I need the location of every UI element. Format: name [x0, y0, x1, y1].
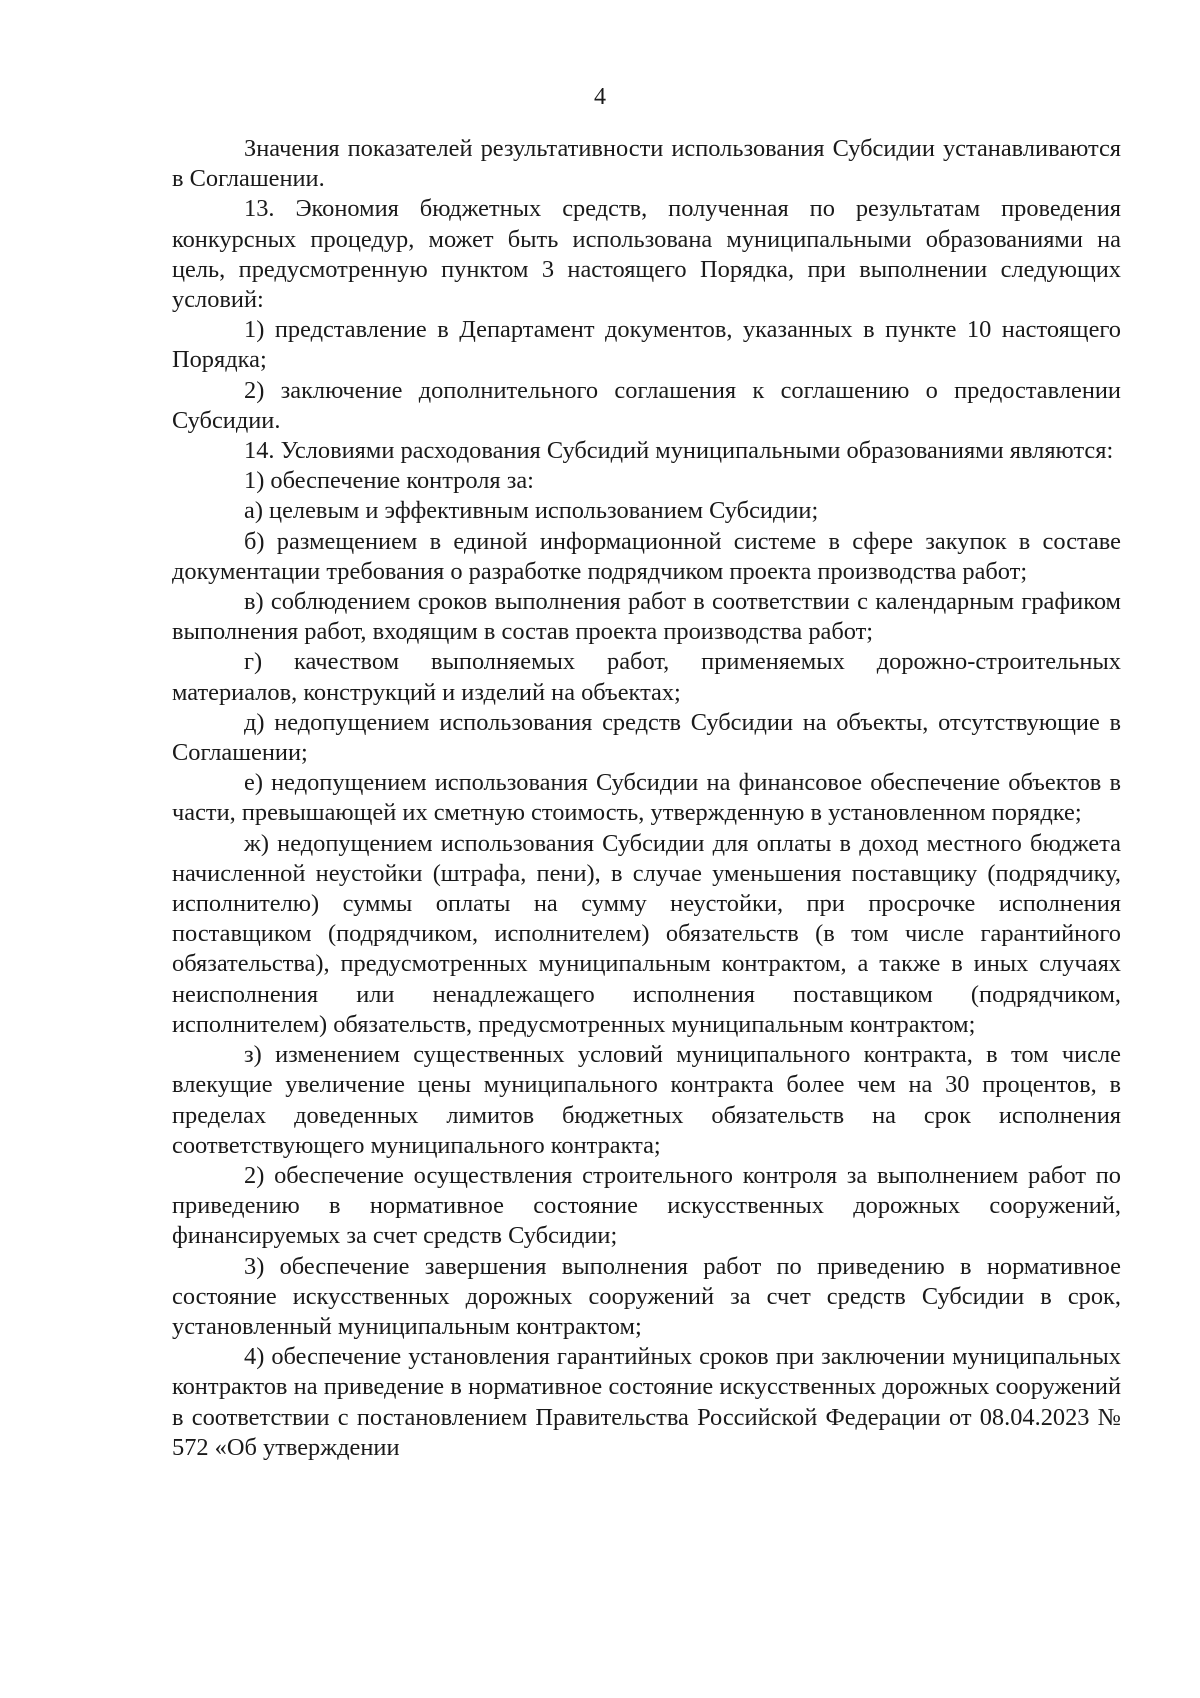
paragraph-14-item-1b: б) размещением в единой информационной системе в сфере закупок в составе документации требования о разработке подрядчиком проекта производства работ;	[172, 527, 1121, 585]
paragraph-14-item-1e: е) недопущением использования Субсидии на финансовое обеспечение объектов в части, превышающей их сметную стоимость, утвержденную в установленном порядке;	[172, 769, 1121, 827]
page-number: 4	[594, 84, 606, 110]
paragraph-indicators-value: Значения показателей результативности использования Субсидии устанавливаются в Соглашении.	[172, 135, 1121, 193]
paragraph-13-budget-savings: 13. Экономия бюджетных средств, полученная по результатам проведения конкурсных процедур, может быть использована муниципальными образованиями на цель, предусмотренную пунктом 3 настоящего Порядка, при выполнении следующих условий:	[172, 195, 1121, 314]
paragraph-14-item-3: 3) обеспечение завершения выполнения работ по приведению в нормативное состояние искусственных дорожных сооружений за счет средств Субсидии в срок, установленный муниципальным контрактом;	[172, 1252, 1121, 1340]
paragraph-14-item-1zh: ж) недопущением использования Субсидии для оплаты в доход местного бюджета начисленной неустойки (штрафа, пени), в случае уменьшения поставщику (подрядчику, исполнителю) суммы оплаты на сумму неустойки, при просрочке исполнения поставщиком (подрядчиком, исполнителем) обязательств (в том числе гарантийного обязательства), предусмотренных муниципальным контрактом, а также в иных случаях неисполнения или ненадлежащего исполнения поставщиком (подрядчиком, исполнителем) обязательств, предусмотренных муниципальным контрактом;	[172, 829, 1121, 1038]
paragraph-13-condition-2: 2) заключение дополнительного соглашения к соглашению о предоставлении Субсидии.	[172, 376, 1121, 434]
paragraph-14-item-4: 4) обеспечение установления гарантийных сроков при заключении муниципальных контрактов на приведение в нормативное состояние искусственных дорожных сооружений в соответствии с постановлением Правительства Российской Федерации от 08.04.2023 № 572 «Об утверждении	[172, 1343, 1121, 1461]
paragraph-14-item-1: 1) обеспечение контроля за:	[244, 467, 534, 495]
paragraph-14-item-1z: з) изменением существенных условий муниципального контракта, в том числе влекущие увеличение цены муниципального контракта более чем на 30 процентов, в пределах доведенных лимитов бюджетных обязательств на срок исполнения соответствующего муниципального контракта;	[172, 1041, 1121, 1159]
paragraph-14-conditions: 14. Условиями расходования Субсидий муниципальными образованиями являются:	[244, 437, 1114, 465]
paragraph-14-item-1a: а) целевым и эффективным использованием Субсидии;	[244, 497, 819, 525]
paragraph-14-item-2: 2) обеспечение осуществления строительного контроля за выполнением работ по приведению в нормативное состояние искусственных дорожных сооружений, финансируемых за счет средств Субсидии;	[172, 1161, 1121, 1250]
paragraph-14-item-1v: в) соблюдением сроков выполнения работ в соответствии с календарным графиком выполнения работ, входящим в состав проекта производства работ;	[172, 588, 1121, 646]
paragraph-14-item-1d: д) недопущением использования средств Субсидии на объекты, отсутствующие в Соглашении;	[172, 708, 1121, 767]
paragraph-13-condition-1: 1) представление в Департамент документов, указанных в пункте 10 настоящего Порядка;	[172, 316, 1121, 374]
document-body	[172, 134, 1121, 1463]
paragraph-14-item-1g: г) качеством выполняемых работ, применяемых дорожно-строительных материалов, конструкций и изделий на объектах;	[172, 648, 1121, 706]
